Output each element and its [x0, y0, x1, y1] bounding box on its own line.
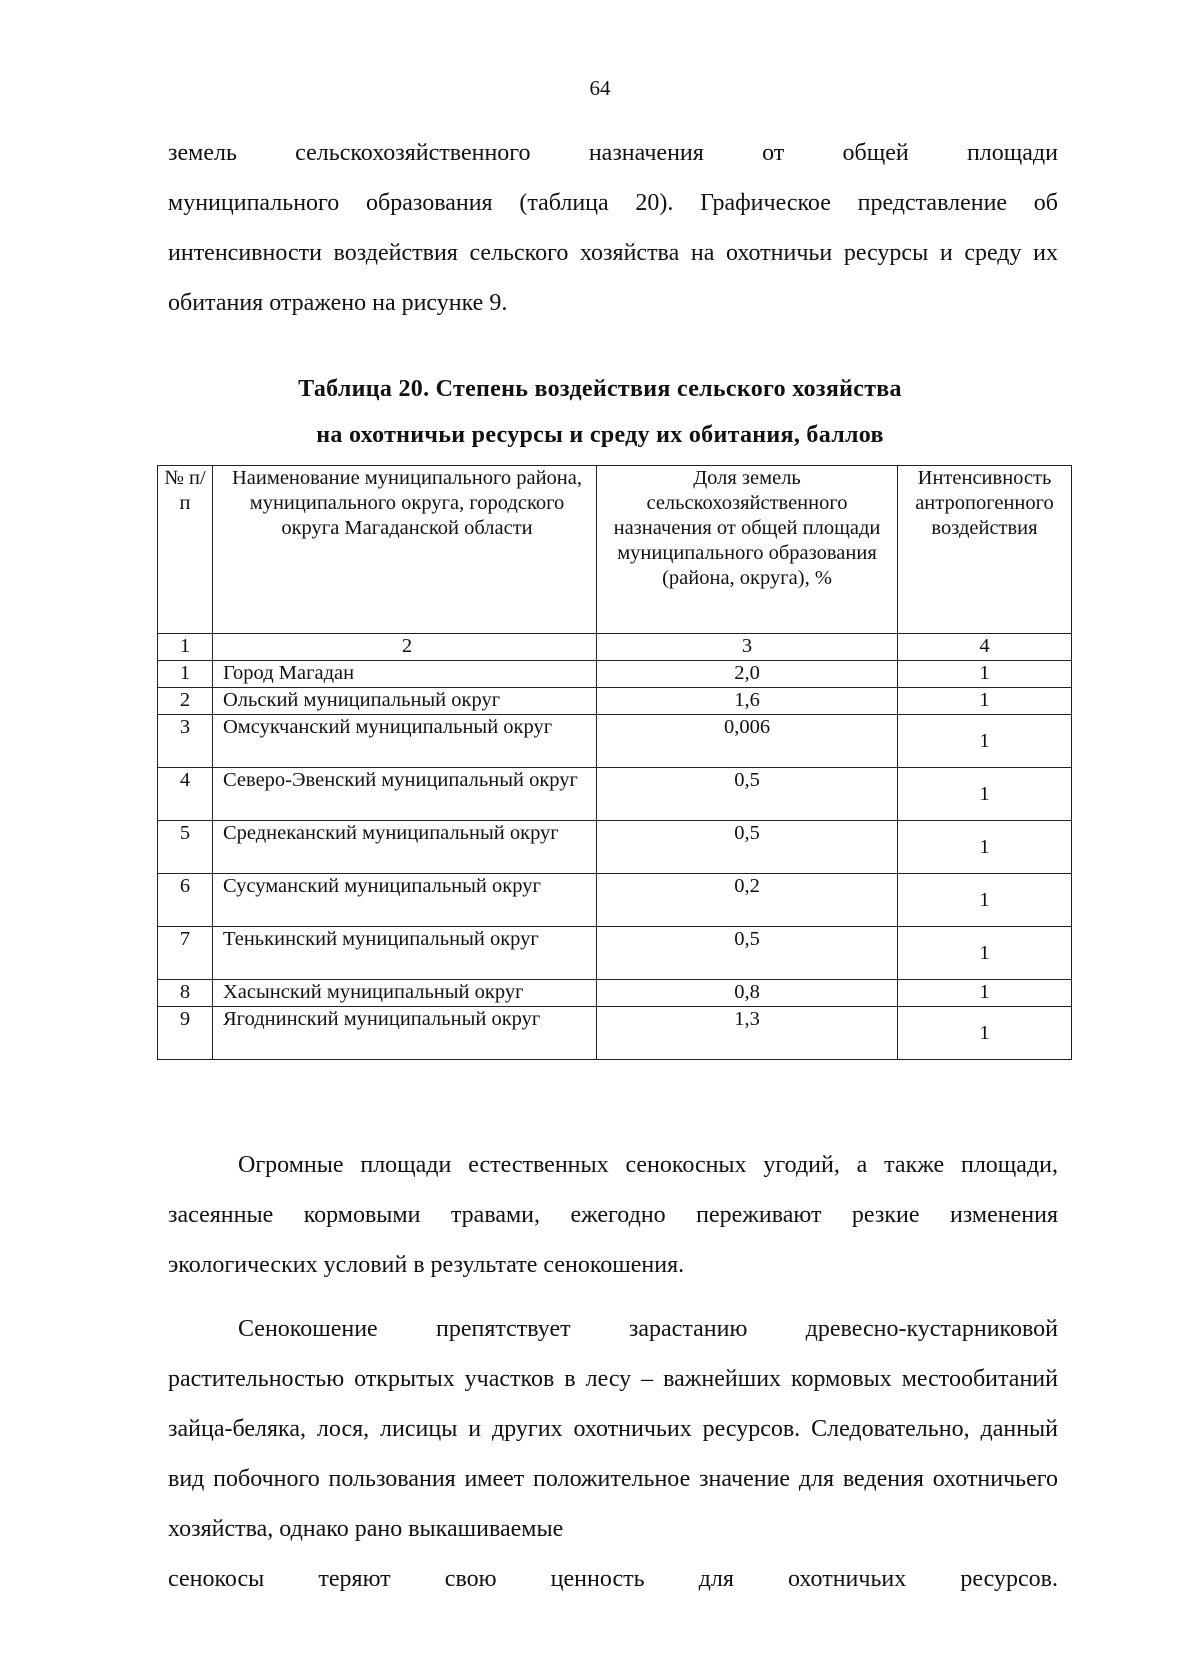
intro-word: общей [842, 140, 909, 166]
row-share: 0,5 [597, 768, 898, 821]
row-share: 1,6 [597, 688, 898, 715]
table-header-row [158, 466, 1072, 634]
intro-word: площади [966, 140, 1058, 166]
intro-first-line [168, 128, 1058, 178]
table-row [158, 927, 1072, 980]
body-word: охотничьих [788, 1566, 907, 1592]
table-row [158, 1007, 1072, 1060]
table-title-line1: Таблица 20. Степень воздействия сельского хозяйства [298, 376, 902, 402]
row-share: 0,5 [597, 821, 898, 874]
row-intensity: 1 [898, 768, 1072, 821]
body-word: для [698, 1566, 734, 1592]
column-number-row [158, 634, 1072, 661]
body-word: ценность [550, 1566, 645, 1592]
row-no: 4 [158, 768, 213, 821]
row-intensity: 1 [898, 821, 1072, 874]
row-name: Ольский муниципальный округ [213, 688, 597, 715]
row-intensity: 1 [898, 688, 1072, 715]
row-name: Омсукчанский муниципальный округ [213, 715, 597, 768]
body-paragraph-2: Сенокошение препятствует зарастанию древесно-кустарниковой растительностью открытых участков в лесу – важнейших кормовых местообитаний зайца-беляка, лося, лисицы и других охотничьих ресурсов. Следовательно, данный вид побочного пользования имеет положительное значение для ведения охотничьего хозяйства, однако рано выкашиваемые [168, 1316, 1058, 1542]
body-last-line [168, 1554, 1058, 1604]
row-share: 0,2 [597, 874, 898, 927]
intro-word: назначения [588, 140, 704, 166]
table-row [158, 768, 1072, 821]
row-intensity: 1 [898, 661, 1072, 688]
row-share: 0,5 [597, 927, 898, 980]
row-share: 2,0 [597, 661, 898, 688]
table-row [158, 980, 1072, 1007]
intro-word: от [762, 140, 785, 166]
column-number: 4 [898, 634, 1072, 661]
row-no: 5 [158, 821, 213, 874]
header-no: № п/п [158, 466, 213, 634]
row-intensity: 1 [898, 1007, 1072, 1060]
column-number: 3 [597, 634, 898, 661]
header-share: Доля земель сельскохозяйственного назначения от общей площади муниципального образования (района, округа), % [597, 466, 898, 634]
row-name: Тенькинский муниципальный округ [213, 927, 597, 980]
data-table [157, 465, 1072, 1060]
body-text [168, 1140, 1058, 1604]
row-name: Северо-Эвенский муниципальный округ [213, 768, 597, 821]
row-name: Сусуманский муниципальный округ [213, 874, 597, 927]
row-share: 1,3 [597, 1007, 898, 1060]
row-share: 0,8 [597, 980, 898, 1007]
row-share: 0,006 [597, 715, 898, 768]
row-no: 1 [158, 661, 213, 688]
row-name: Среднеканский муниципальный округ [213, 821, 597, 874]
header-intensity: Интенсивность антропогенного воздействия [898, 466, 1072, 634]
row-intensity: 1 [898, 874, 1072, 927]
page-number: 64 [589, 76, 611, 100]
row-no: 7 [158, 927, 213, 980]
row-intensity: 1 [898, 980, 1072, 1007]
body-word: теряют [318, 1566, 391, 1592]
column-number: 1 [158, 634, 213, 661]
row-name: Хасынский муниципальный округ [213, 980, 597, 1007]
body-word: сенокосы [168, 1566, 265, 1592]
row-no: 3 [158, 715, 213, 768]
intro-word: сельскохозяйственного [295, 140, 531, 166]
table-row [158, 715, 1072, 768]
row-no: 2 [158, 688, 213, 715]
body-word: свою [444, 1566, 497, 1592]
row-no: 9 [158, 1007, 213, 1060]
table-row [158, 661, 1072, 688]
row-name: Ягоднинский муниципальный округ [213, 1007, 597, 1060]
body-word: ресурсов. [960, 1566, 1058, 1592]
table-title-line2: на охотничьи ресурсы и среду их обитания, баллов [316, 422, 884, 448]
header-name: Наименование муниципального района, муниципального округа, городского округа Магаданской области [213, 466, 597, 634]
row-no: 8 [158, 980, 213, 1007]
intro-paragraph [168, 128, 1058, 328]
row-name: Город Магадан [213, 661, 597, 688]
table-row [158, 874, 1072, 927]
table-row [158, 821, 1072, 874]
body-paragraph-1: Огромные площади естественных сенокосных угодий, а также площади, засеянные кормовыми травами, ежегодно переживают резкие изменения экологических условий в результате сенокошения. [168, 1152, 1058, 1278]
table-row [158, 688, 1072, 715]
intro-word: земель [168, 140, 237, 166]
intro-continuation: муниципального образования (таблица 20). Графическое представление об интенсивности воздействия сельского хозяйства на охотничьи ресурсы и среду их обитания отражено на рисунке 9. [168, 190, 1058, 316]
row-intensity: 1 [898, 715, 1072, 768]
row-intensity: 1 [898, 927, 1072, 980]
column-number: 2 [213, 634, 597, 661]
row-no: 6 [158, 874, 213, 927]
